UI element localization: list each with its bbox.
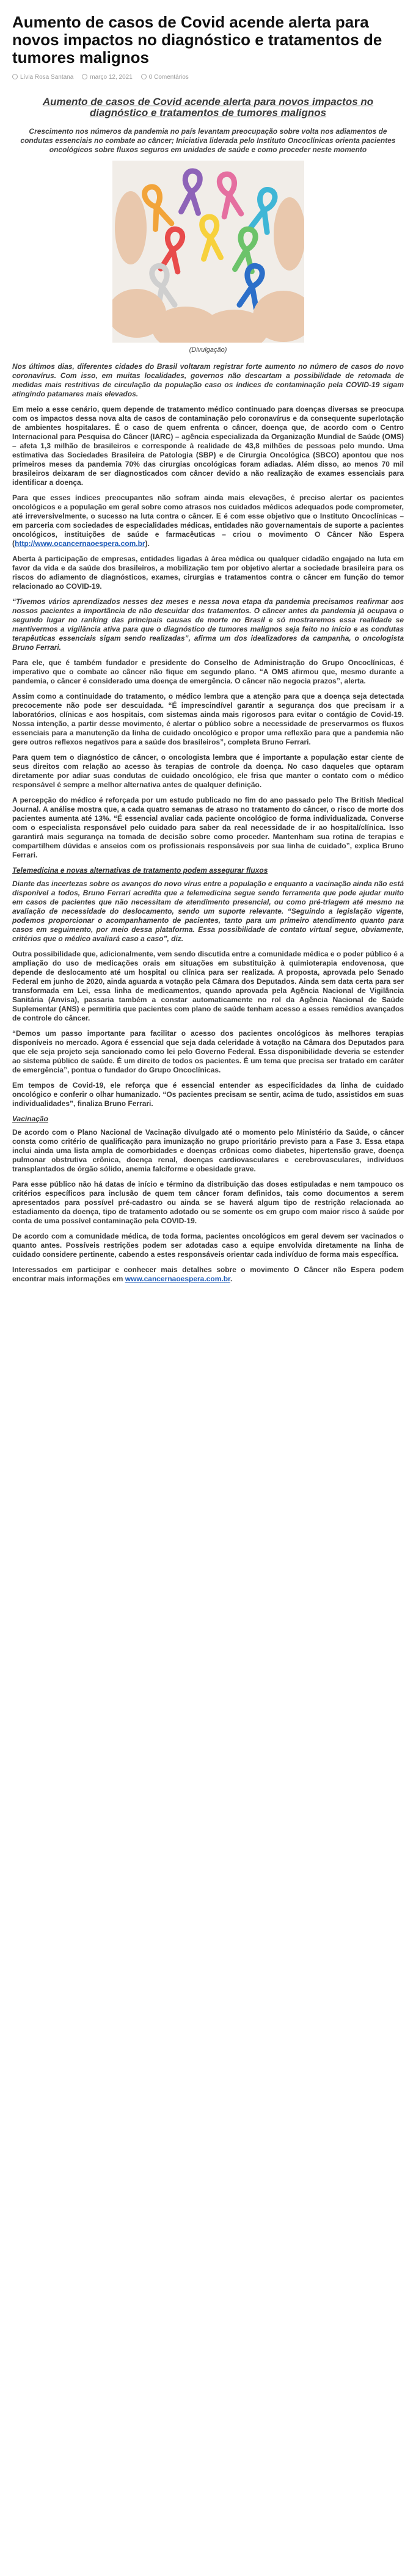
paragraph-12: “Demos um passo importante para facilitar o acesso dos pacientes oncológicos às melhores terapias disponíveis no mercado. Agora é essencial que seja dada celeridade à votação na Câmara dos Deputados para que ele seja projeto seja sancionado como lei pelo Governo Federal. Essa disponibilidade deveria se estender ao sistema público de saúde. É um direito de todos os pacientes. É um tema que precisa ser tratado em caráter de emergência”, pontua o fundador do Grupo Oncoclínicas. xyxy=(12,1029,404,1074)
image-caption: (Divulgação) xyxy=(189,346,227,354)
section-heading-telemedicine: Telemedicina e novas alternativas de tratamento podem assegurar fluxos xyxy=(12,866,268,875)
paragraph-3-text: Para que esses índices preocupantes não sofram ainda mais elevações, é preciso alertar os pacientes oncológicos e a população em geral sobre como atrasos nos cuidados médicos adequados pode comprometer, até irreversivelmente, o sucesso na luta contra o câncer. E é com esse objetivo que o Instituto Oncoclínicas – em parceria com sociedades de especialidades médicas, entidades não governamentais de suporte a pacientes oncológicos, instituições de saúde e farmacêuticas – criou o movimento O Câncer Não Espera ( xyxy=(12,493,404,548)
paragraph-2: Em meio a esse cenário, quem depende de tratamento médico continuado para doenças diversas se preocupa com os impactos dessa nova alta de casos de contaminação pelo coronavírus e da consequente superlotação de ambientes hospitalares. É o caso de quem enfrenta o câncer, doença que, de acordo com o Centro Internacional para Pesquisa do Câncer (IARC) – agência especializada da Organização Mundial de Saúde (OMS) – afeta 1,3 milhão de brasileiros e corresponde à realidade de 43,8 milhões de pessoas pelo mundo. Uma estimativa das Sociedades Brasileira de Patologia (SBP) e de Cirurgia Oncológica (SBCO) apontou que nos primeiros meses da pandemia 70% das cirurgias oncológicas foram adiadas. Além disso, ao menos 70 mil brasileiros deixaram de ser diagnosticados com câncer devido a não realização de exames essenciais para identificar a doença. xyxy=(12,405,404,487)
paragraph-13: Em tempos de Covid-19, ele reforça que é essencial entender as especificidades da linha de cuidado oncológico e conferir o olhar humanizado. “Os pacientes precisam se sentir, acima de tudo, assistidos em suas individualidades”, finaliza Bruno Ferrari. xyxy=(12,1081,404,1108)
author-name: Lívia Rosa Santana xyxy=(20,74,74,81)
date-meta xyxy=(82,74,133,81)
comments-count: 0 Comentários xyxy=(148,74,189,81)
paragraph-7: Assim como a continuidade do tratamento, o médico lembra que a atenção para que a doença seja detectada precocemente não pode ser descuidada. “É imprescindível garantir a segurança dos que precisam ir a laboratórios, clínicas e aos hospitais, com sistemas ainda mais rigorosos para evitar o contágio de Covid-19. Nossa intenção, a partir desse movimento, é alertar o público sobre a necessidade de preservarmos os fluxos essenciais para a manutenção da linha de cuidado oncológico e propor uma reflexão para que a pandemia não gere outros reflexos negativos para a saúde dos brasileiros”, completa Bruno Ferrari. xyxy=(12,692,404,746)
paragraph-11: Outra possibilidade que, adicionalmente, vem sendo discutida entre a comunidade médica e o poder público é a ampliação do uso de medicações orais em situações em substituição à quimioterapia endovenosa, que depende de deslocamento até um hospital ou clínica para ser realizada. A proposta, aprovada pelo Senado Federal em junho de 2020, ainda aguarda a votação pela Câmara dos Deputados. Ainda sem data certa para ser transformada em Lei, essa linha de medicamentos, quando aprovada pela Agência Nacional de Vigilância Sanitária (Anvisa), passaria também a constar automaticamente no rol da Agência Nacional de Saúde Suplementar (ANS) e permitiria que pacientes com plano de saúde tenham acesso a esses remédios avançados de controle do câncer. xyxy=(12,950,404,1022)
comments-meta[interactable] xyxy=(141,74,189,81)
paragraph-10: Diante das incertezas sobre os avanços do novo vírus entre a população e enquanto a vacinação ainda não está disponível a todos, Bruno Ferrari acredita que a telemedicina segue sendo ferramenta que pode ajudar muito em casos de pacientes que não necessitam de atendimento presencial, ou como pré-triagem até mesmo na avaliação de necessidade do deslocamento, sendo um suporte relevante. “Seguindo a legislação vigente, podemos proporcionar o acompanhamento de pacientes, tanto para um primeiro atendimento quanto para casos em seguimento, por meio dessa plataforma. Essa possibilidade de contato virtual segue, obviamente, critérios que o médico avaliará caso a caso”, diz. xyxy=(12,879,404,943)
paragraph-16: De acordo com a comunidade médica, de toda forma, pacientes oncológicos em geral devem ser vacinados o quanto antes. Possíveis restrições podem ser adotadas caso a equipe envolvida diretamente na linha de cuidado considere pertinente, cabendo a estes responsáveis orientar cada indivíduo de forma mais específica. xyxy=(12,1232,404,1259)
paragraph-17-end: . xyxy=(230,1275,233,1283)
comment-icon xyxy=(141,74,147,79)
paragraph-5: “Tivemos vários aprendizados nesses dez meses e nessa nova etapa da pandemia precisamos reafirmar aos nossos pacientes a importância de não descuidar dos tratamentos. O câncer antes da pandemia já ocupava o segundo lugar no ranking das principais causas de morte no Brasil e só mostraremos essa realidade se mantivermos a vigilância ativa para que o diagnóstico de tumores malignos seja feito no início e as condutas terapêuticas essenciais sigam sendo realizadas”, afirma um dos idealizadores da campanha, o oncologista Bruno Ferrari. xyxy=(12,597,404,652)
paragraph-14: De acordo com o Plano Nacional de Vacinação divulgado até o momento pelo Ministério da Saúde, o câncer consta como critério de qualificação para imunização no grupo prioritário previsto para a Fase 3. Essa etapa inclui ainda uma lista ampla de comorbidades e doenças crônicas como diabetes, hipertensão grave, doença pulmonar obstrutiva crônica, doença renal, doenças cardiovasculares e cerebrovasculares, indivíduos transplantados de órgão sólido, anemia falciforme e obesidade grave. xyxy=(12,1128,404,1173)
user-icon xyxy=(12,74,18,79)
article-subhead: Aumento de casos de Covid acende alerta para novos impactos no diagnóstico e tratamentos de tumores malignos xyxy=(42,96,374,118)
paragraph-15: Para esse público não há datas de início e término da distribuição das doses estipuladas e nem tampouco os critérios específicos para inclusão de quem tem câncer foram definidos, tais como documentos a serem apresentados para possível pré-cadastro ou ainda se se haverá algum tipo de restrição relacionada ao estadiamento da doença, tipo de tratamento adotado ou se somente os em grupo com maior risco à saúde por conta de uma possível contaminação pela COVID-19. xyxy=(12,1180,404,1225)
campaign-link[interactable]: http://www.ocancernaoespera.com.br xyxy=(15,539,145,548)
article-lead: Crescimento nos números da pandemia no país levantam preocupação sobre volta nos adiamentos de condutas essenciais no combate ao câncer; Iniciativa liderada pelo Instituto Oncoclínicas orienta pacientes oncológicos sobre fluxos seguros em unidades de saúde e como proceder neste momento xyxy=(20,127,396,154)
article-container xyxy=(0,0,416,1284)
article-meta xyxy=(12,74,404,81)
paragraph-4: Aberta à participação de empresas, entidades ligadas à área médica ou qualquer cidadão engajado na luta em favor da vida e da saúde dos brasileiros, a mobilização tem por objetivo alertar a sociedade brasileira para os riscos do adiamento de diagnósticos, exames, cirurgias e tratamentos contra o câncer em função do temor relacionado ao COVID-19. xyxy=(12,555,404,591)
paragraph-1: Nos últimos dias, diferentes cidades do Brasil voltaram registrar forte aumento no número de casos do novo coronavírus. Com isso, em muitas localidades, governos não descartam a possibilidade de retomada de medidas mais restritivas de circulação da população caso os índices de contaminação pela COVID-19 sigam atingindo patamares mais elevados. xyxy=(12,362,404,398)
section-heading-vaccination: Vacinação xyxy=(12,1115,48,1123)
awareness-ribbons-image xyxy=(112,161,304,343)
paragraph-17 xyxy=(12,1265,404,1284)
campaign-site-link[interactable]: www.cancernaoespera.com.br xyxy=(125,1275,231,1283)
article-title: Aumento de casos de Covid acende alerta para novos impactos no diagnóstico e tratamentos de tumores malignos xyxy=(12,13,382,67)
post-date: março 12, 2021 xyxy=(90,74,133,81)
paragraph-9: A percepção do médico é reforçada por um estudo publicado no fim do ano passado pelo The British Medical Journal. A análise mostra que, a cada quatro semanas de atraso no tratamento do câncer, o risco de morte dos pacientes aumenta até 13%. “É essencial avaliar cada paciente oncológico de forma individualizada. Converse com o especialista responsável pelo cuidado para saber da real necessidade de ir ao hospital/clínica. Isso garantirá mais segurança na tomada de decisão sobre como proceder. Mantenham sua rotina de terapias e compartilhem dúvidas e anseios com os profissionais responsáveis por sua linha de cuidado”, explica Bruno Ferrari. xyxy=(12,796,404,859)
author-meta[interactable] xyxy=(12,74,73,81)
clock-icon xyxy=(82,74,87,79)
paragraph-3 xyxy=(12,493,404,548)
paragraph-6: Para ele, que é também fundador e presidente do Conselho de Administração do Grupo Oncoclínicas, é imperativo que o combate ao câncer não fique em segundo plano. “A OMS afirmou que, mesmo durante a pandemia, o câncer é considerado uma doença de emergência. O câncer não negocia prazos”, alerta. xyxy=(12,658,404,685)
paragraph-8: Para quem tem o diagnóstico de câncer, o oncologista lembra que é importante a população estar ciente de seus direitos com relação ao acesso às terapias de controle da doença. No caso daqueles que optaram diretamente por adiar suas condutas de cuidado oncológico, ele frisa que manter o contato com o médico responsável é sempre a melhor alternativa antes de qualquer definição. xyxy=(12,753,404,789)
paragraph-17-text: Interessados em participar e conhecer mais detalhes sobre o movimento O Câncer não Espera podem encontrar mais informações em xyxy=(12,1265,404,1283)
paragraph-3-end: ). xyxy=(145,539,150,548)
